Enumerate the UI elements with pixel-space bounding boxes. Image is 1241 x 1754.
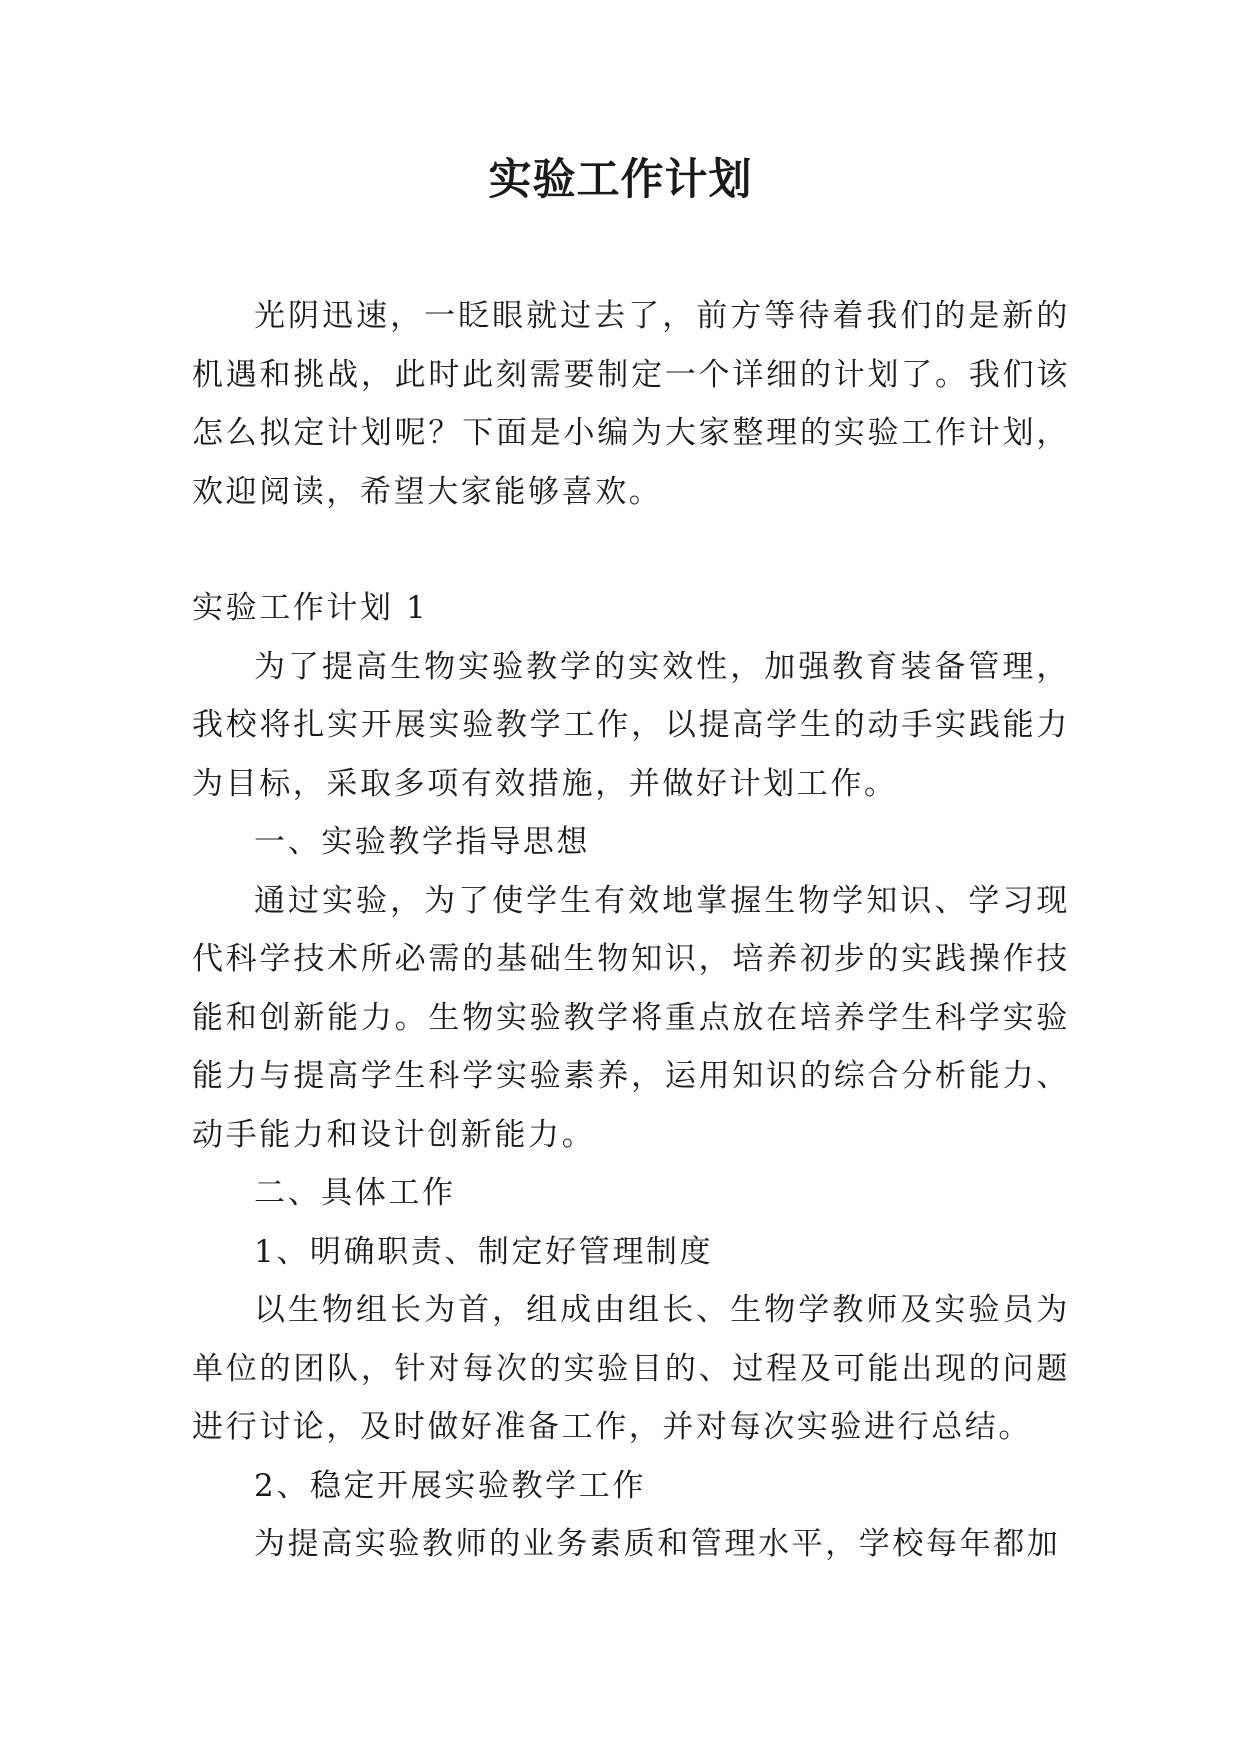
section-title: 实验工作计划 1	[192, 590, 429, 626]
subheading-teaching-work: 2、稳定开展实验教学工作	[254, 1467, 646, 1504]
heading-specific-work: 二、具体工作	[254, 1175, 456, 1211]
body-paragraph-2: 通过实验，为了使学生有效地掌握生物学知识、学习现代科学技术所必需的基础生物知识，培养初步的实践操作技能和创新能力。生物实验教学将重点放在培养学生科学实验能力与提高学生科学实验素养，运用知识的综合分析能力、动手能力和设计创新能力。	[192, 882, 1070, 1153]
document-body	[192, 287, 1070, 1574]
document-title: 实验工作计划	[488, 155, 753, 205]
spacer	[192, 521, 1070, 579]
subheading-responsibilities: 1、明确职责、制定好管理制度	[254, 1233, 714, 1270]
intro-paragraph: 光阴迅速，一眨眼就过去了，前方等待着我们的是新的机遇和挑战，此时此刻需要制定一个详细的计划了。我们该怎么拟定计划呢？下面是小编为大家整理的实验工作计划，欢迎阅读，希望大家能够喜欢。	[192, 298, 1070, 510]
body-paragraph-1: 为了提高生物实验教学的实效性，加强教育装备管理，我校将扎实开展实验教学工作，以提高学生的动手实践能力为目标，采取多项有效措施，并做好计划工作。	[192, 648, 1070, 802]
body-paragraph-4: 为提高实验教师的业务素质和管理水平，学校每年都加	[254, 1526, 1061, 1562]
heading-guiding-ideology: 一、实验教学指导思想	[254, 824, 590, 860]
body-paragraph-3: 以生物组长为首，组成由组长、生物学教师及实验员为单位的团队，针对每次的实验目的、过程及可能出现的问题进行讨论，及时做好准备工作，并对每次实验进行总结。	[192, 1292, 1070, 1445]
